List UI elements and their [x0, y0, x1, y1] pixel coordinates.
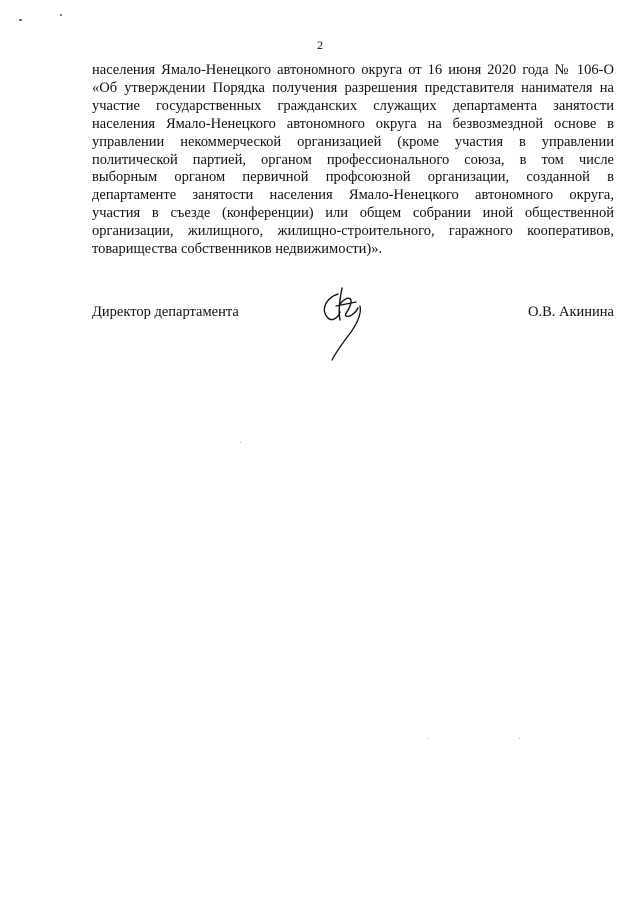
body-line: населения Ямало-Ненецкого автономного округа на безвозмездной основе в — [92, 115, 614, 132]
signer-name: О.В. Акинина — [527, 304, 614, 320]
body-line: выборным органом первичной профсоюзной организации, созданной в — [92, 169, 614, 186]
scan-speck — [60, 14, 62, 16]
body-line: организации, жилищного, жилищно-строительного, гаражного кооперативов, — [92, 223, 614, 240]
body-line: политической партией, органом профессионального союза, в том числе — [92, 151, 614, 168]
body-line: населения Ямало-Ненецкого автономного округа от 16 июня 2020 года № 106-О — [92, 62, 614, 78]
page-number: 2 — [317, 38, 323, 52]
scan-speck — [240, 442, 241, 443]
scan-speck — [519, 738, 520, 739]
body-line: «Об утверждении Порядка получения разрешения представителя нанимателя на — [92, 79, 614, 96]
handwritten-signature — [316, 284, 376, 364]
body-line: товарищества собственников недвижимости)». — [92, 241, 383, 258]
signature-block — [92, 300, 614, 380]
body-line: департаменте занятости населения Ямало-Ненецкого автономного округа, — [92, 187, 614, 204]
scan-speck — [19, 19, 22, 21]
body-line: управлении некоммерческой организацией (кроме участия в управлении — [92, 133, 614, 150]
body-line: участия в съезде (конференции) или общем собрании иной общественной — [92, 205, 614, 222]
body-line: участие государственных гражданских служащих департамента занятости — [92, 97, 614, 114]
document-body — [92, 62, 614, 259]
signer-position: Директор департамента — [92, 304, 239, 320]
scan-speck — [428, 738, 429, 739]
